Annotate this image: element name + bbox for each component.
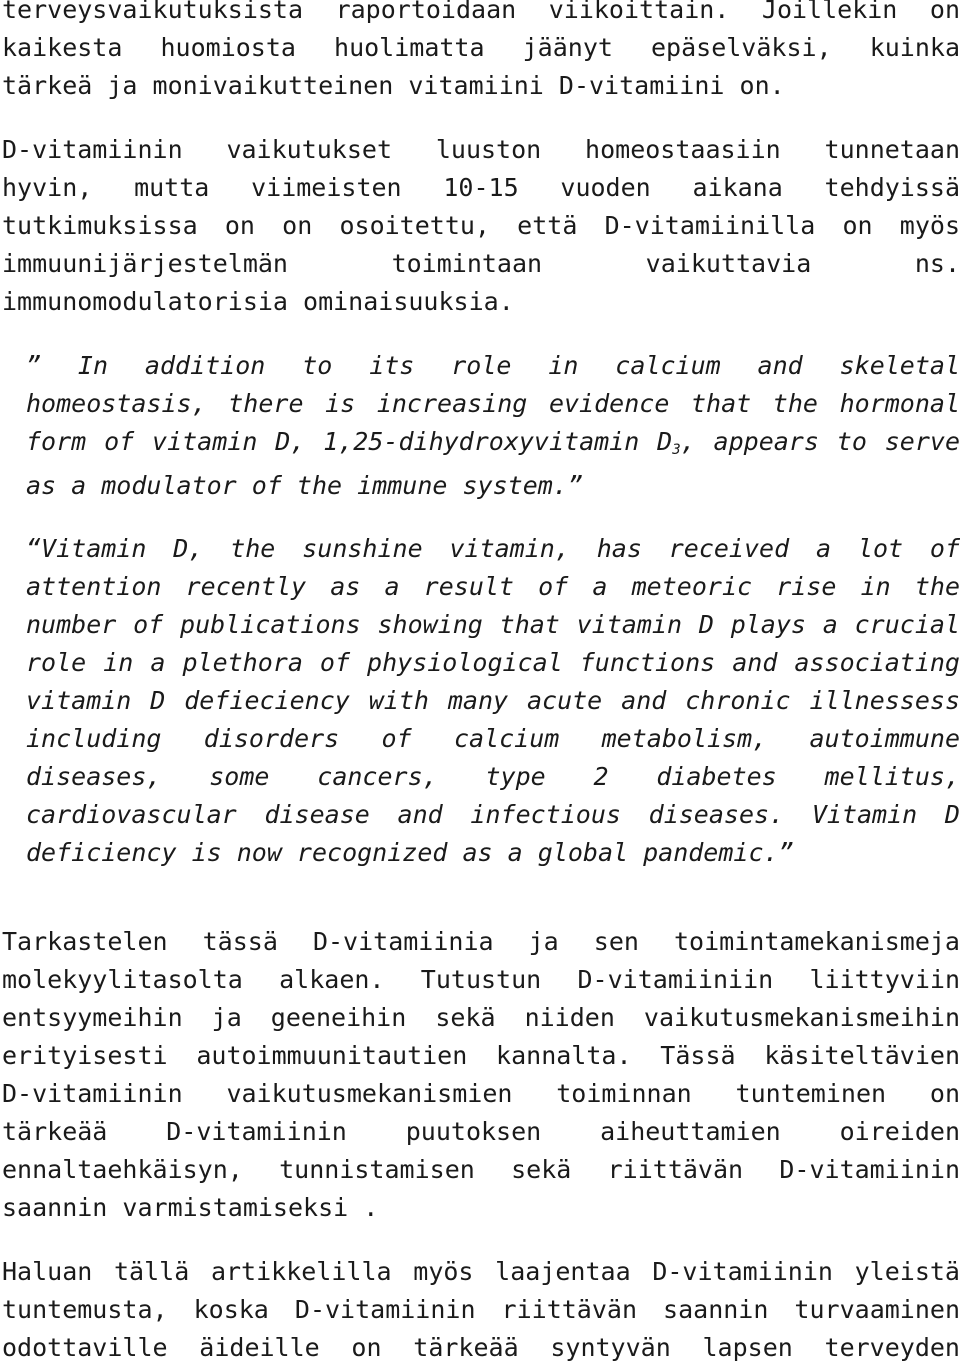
paragraph-intro [2, 0, 960, 105]
quote-line: including disorders of calcium metabolism, autoimmune [26, 724, 960, 753]
quote-line-formula [26, 423, 960, 467]
text-line: entsyymeihin ja geeneihin sekä niiden vaikutusmekanismeihin [2, 1003, 960, 1032]
paragraph-closing [2, 1253, 960, 1364]
quote-text: , appears to serve [680, 427, 960, 456]
quote-line: diseases, some cancers, type 2 diabetes mellitus, [26, 762, 960, 791]
quote-line: role in a plethora of physiological functions and associating [26, 648, 960, 677]
quote-line: vitamin D defieciency with many acute and chronic illnessess [26, 686, 960, 715]
quote-line: homeostasis, there is increasing evidence that the hormonal [26, 389, 960, 418]
text-line: odottaville äideille on tärkeää syntyvän lapsen terveyden [2, 1333, 960, 1362]
quote-line: number of publications showing that vitamin D plays a crucial [26, 610, 960, 639]
text-line: molekyylitasolta alkaen. Tutustun D-vitamiiniin liittyviin [2, 965, 960, 994]
quote-line: cardiovascular disease and infectious diseases. Vitamin D [26, 800, 960, 829]
quote-line: deficiency is now recognized as a global pandemic.” [26, 838, 794, 867]
text-line: tärkeä ja monivaikutteinen vitamiini D-vitamiini on. [2, 71, 785, 100]
text-line: saannin varmistamiseksi . [2, 1193, 379, 1222]
quote-line: ” In addition to its role in calcium and skeletal [26, 351, 960, 380]
text-line: D-vitamiinin vaikutusmekanismien toiminnan tunteminen on [2, 1079, 960, 1108]
quote-sunshine-vitamin [26, 530, 960, 872]
text-line: Haluan tällä artikkelilla myös laajentaa D-vitamiinin yleistä [2, 1257, 960, 1286]
quote-immune-modulator [26, 347, 960, 505]
paragraph-immune [2, 131, 960, 321]
text-line: terveysvaikutuksista raportoidaan viikoittain. Joillekin on [2, 0, 960, 24]
text-line: tärkeää D-vitamiinin puutoksen aiheuttamien oireiden [2, 1117, 960, 1146]
quote-text: form of vitamin D, 1,25-dihydroxyvitamin D [26, 427, 673, 456]
quote-line: “Vitamin D, the sunshine vitamin, has received a lot of [26, 534, 960, 563]
text-line: kaikesta huomiosta huolimatta jäänyt epäselväksi, kuinka [2, 33, 960, 62]
quote-line: attention recently as a result of a meteoric rise in the [26, 572, 960, 601]
text-line: hyvin, mutta viimeisten 10-15 vuoden aikana tehdyissä [2, 173, 960, 202]
text-line: ennaltaehkäisyn, tunnistamisen sekä riittävän D-vitamiinin [2, 1155, 960, 1184]
text-line: erityisesti autoimmuunitautien kannalta. Tässä käsiteltävien [2, 1041, 960, 1070]
text-line: D-vitamiinin vaikutukset luuston homeostaasiin tunnetaan [2, 135, 960, 164]
text-line: tutkimuksissa on on osoitettu, että D-vitamiinilla on myös [2, 211, 960, 240]
text-line: tuntemusta, koska D-vitamiinin riittävän saannin turvaaminen [2, 1295, 960, 1324]
quote-line: as a modulator of the immune system.” [26, 471, 583, 500]
paragraph-review [2, 923, 960, 1227]
subscript: 3 [672, 442, 681, 458]
text-line: Tarkastelen tässä D-vitamiinia ja sen toimintamekanismeja [2, 927, 960, 956]
text-line: immuunijärjestelmän toimintaan vaikuttavia ns. [2, 249, 960, 278]
text-line: immunomodulatorisia ominaisuuksia. [2, 287, 514, 316]
